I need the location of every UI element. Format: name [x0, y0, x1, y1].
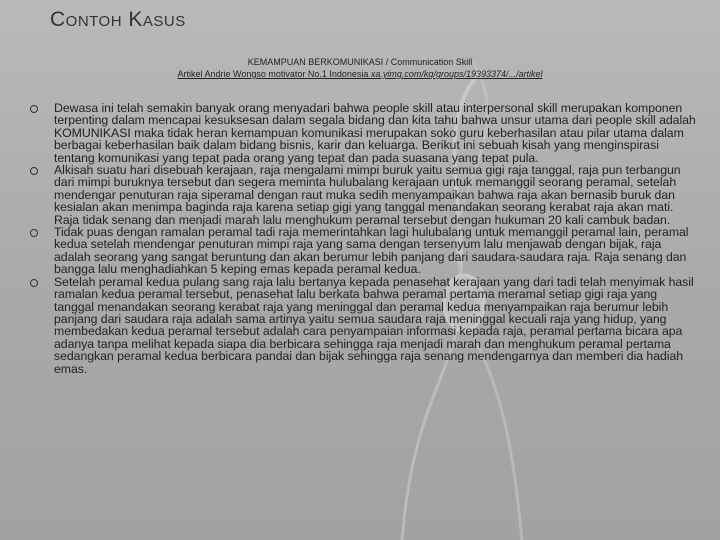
story-bullet-list — [30, 102, 696, 375]
slide-title: Contoh Kasus — [50, 8, 186, 31]
bullet-paragraph-3 — [30, 226, 696, 276]
paragraph-text: Setelah peramal kedua pulang sang raja lalu bertanya kepada penasehat kerajaan yang dari tadi telah menyimak hasil ramalan kedua peramal tersebut, penasehat lalu berkata bahwa peramal pertama meramal setiap gigi raja yang tanggal menandakan seorang kerabat raja yang meninggal dan peramal kedua menyampaikan raja berumur lebih panjang dari saudara raja adalah sama artinya yaitu semua saudara raja meninggal kecuali raja yang hidup, yang membedakan kedua peramal tersebut adalah cara penyampaian informasi kepada raja, peramal pertama bicara apa adanya tanpa melihat kepada siapa dia berbicara sehingga raja menjadi marah dan menghukum peramal pertama sedangkan peramal kedua berbicara pandai dan bijak sehingga raja senang mendengarnya dan memberi dia hadiah emas. — [54, 274, 694, 376]
circle-bullet-icon — [30, 279, 38, 287]
source-url[interactable]: xa.yimg.com/kq/groups/19393374/.../artikel — [370, 69, 543, 79]
circle-bullet-icon — [30, 229, 38, 237]
circle-bullet-icon — [30, 167, 38, 175]
bullet-paragraph-1 — [30, 102, 696, 164]
circle-bullet-icon — [30, 105, 38, 113]
source-heading: KEMAMPUAN BERKOMUNIKASI / Communication Skill — [247, 57, 473, 67]
paragraph-text: Alkisah suatu hari disebuah kerajaan, raja mengalami mimpi buruk yaitu semua gigi raja tanggal, raja pun terbangun dari mimpi buruknya tersebut dan segera meminta hulubalang kerajaan untuk memanggil seorang peramal, setelah mendengar penuturan raja siperamal dengan raut muka sedih menyampaikan bahwa raja akan bernasib buruk dan kesialan akan menimpa baginda raja karena setiap gigi yang tanggal menandakan seorang kerabat raja akan mati. Raja tidak senang dan menjadi marah lalu menghukum peramal tersebut dengan hukuman 20 kali cambuk badan. — [54, 163, 681, 227]
paragraph-text: Dewasa ini telah semakin banyak orang menyadari bahwa people skill atau interpersonal skill merupakan komponen terpenting dalam mencapai kesuksesan dalam segala bidang dan kita tahu bahwa unsur utama dari people skill adalah KOMUNIKASI maka tidak heran kemampuan komunikasi merupakan soko guru keberhasilan atau pilar utama dalam berbagai keberhasilan baik dalam bidang bisnis, karir dan keluarga. Berikut ini sebuah kisah yang menginspirasi tentang komunikasi yang tepat pada orang yang tepat dan pada suasana yang tepat pula. — [54, 101, 696, 165]
bullet-paragraph-4 — [30, 276, 696, 375]
source-citation[interactable] — [100, 69, 620, 79]
source-author: Artikel Andrie Wongso motivator No.1 Indonesia — [177, 69, 371, 79]
bullet-paragraph-2 — [30, 164, 696, 226]
paragraph-text: Tidak puas dengan ramalan peramal tadi raja memerintahkan lagi hulubalang untuk memanggil peramal lain, peramal kedua setelah mendengar penuturan mimpi raja yang sama dengan tersenyum lalu menjawab dengan bijak, raja adalah seorang yang sangat beruntung dan akan berumur lebih panjang dari saudara-saudara raja. Raja senang dan bangga lalu menghadiahkan 5 keping emas kepada peramal kedua. — [54, 225, 689, 277]
